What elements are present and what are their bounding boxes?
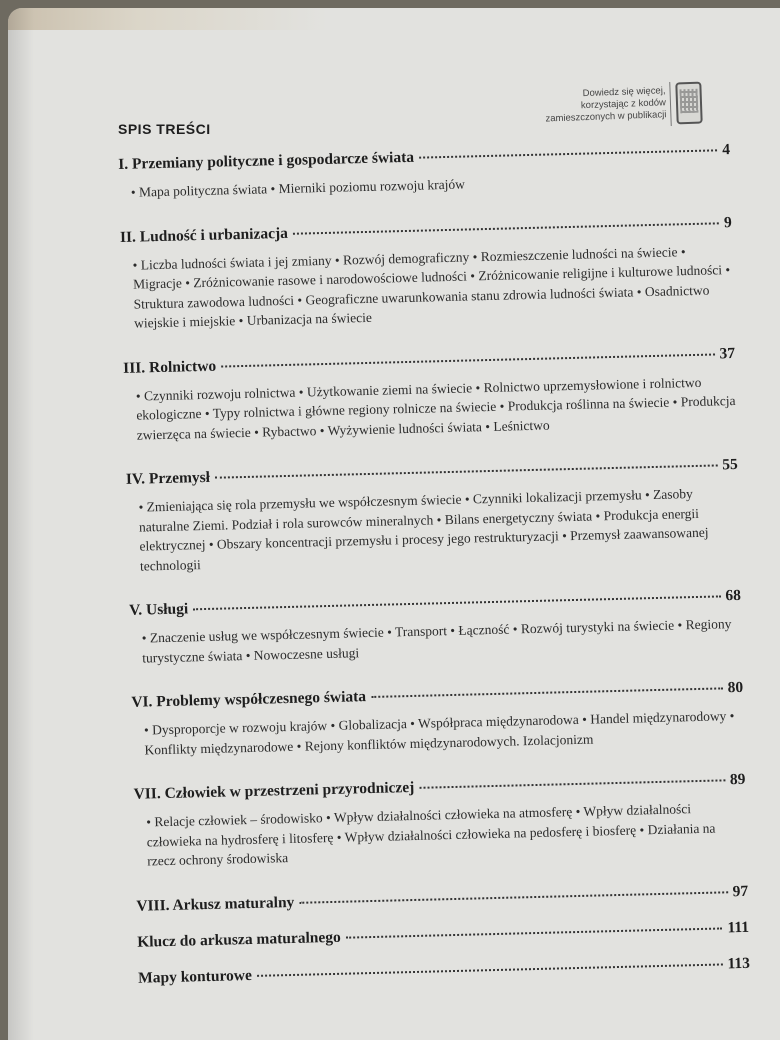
qr-note-line: korzystając z kodów bbox=[580, 97, 667, 112]
toc-page-number: 37 bbox=[719, 344, 736, 362]
dot-leader bbox=[371, 687, 723, 698]
toc-entry-title: VII. Człowiek w przestrzeni przyrodniczej bbox=[133, 778, 415, 803]
toc-entry-title: VIII. Arkusz maturalny bbox=[136, 893, 295, 915]
dot-leader bbox=[419, 779, 725, 788]
toc-entry-title: Klucz do arkusza maturalnego bbox=[136, 928, 342, 951]
toc-entry bbox=[136, 882, 748, 915]
toc-entry-topics: • Liczba ludności świata i jej zmiany • Rozwój demograficzny • Rozmieszczenie ludności na świecie • Migracje • Zróżnicowanie rasowe i narodowościowe ludności • Zróżnicowanie religijne i kulturowe ludności • Struktura zawodowa ludności • Geograficzne uwarunkowania stanu zdrowia ludności świata • Osadnictwo wiejskie i miejskie • Urbanizacja na świecie bbox=[132, 243, 731, 331]
toc-page-number: 89 bbox=[729, 770, 746, 789]
toc-entry-topics: • Zmieniająca się rola przemysłu we współczesnym świecie • Czynniki lokalizacji przemysłu • Zasoby naturalne Ziemi. Podział i rola surowców mineralnych • Bilans energetyczny świata • Produkcja energii elektrycznej • Obszary koncentracji przemysłu i procesy jego restrukturyzacji • Przemysł zaawansowanej technologii bbox=[138, 486, 709, 574]
toc-entry-title: IV. Przemysł bbox=[125, 468, 211, 488]
qr-note bbox=[507, 85, 666, 126]
toc-entry-title: III. Rolnictwo bbox=[122, 357, 217, 377]
toc-entry bbox=[129, 587, 742, 668]
toc-entry-topics: • Mapa polityczna świata • Mierniki poziomu rozwoju krajów bbox=[130, 176, 466, 200]
toc-page-number: 113 bbox=[727, 954, 751, 972]
qr-note-divider bbox=[669, 82, 672, 126]
toc-page-number: 9 bbox=[723, 213, 733, 231]
toc-page-number: 111 bbox=[727, 918, 750, 936]
dot-leader bbox=[215, 464, 717, 478]
toc-page-number: 68 bbox=[725, 586, 742, 605]
toc-page-number: 80 bbox=[727, 678, 744, 697]
toc-page-number: 4 bbox=[722, 141, 731, 159]
toc-entry bbox=[126, 456, 740, 576]
dot-leader bbox=[293, 222, 719, 234]
toc-entry-title: V. Usługi bbox=[128, 600, 189, 619]
toc-page-number: 55 bbox=[722, 455, 738, 474]
dot-leader bbox=[193, 595, 720, 610]
toc-entry bbox=[120, 214, 734, 334]
page-corner-decoration bbox=[8, 8, 328, 30]
toc-entry bbox=[133, 771, 747, 871]
qr-note-line: Dowiedz się więcej, bbox=[582, 85, 666, 100]
page-title: SPIS TREŚCI bbox=[118, 121, 211, 137]
toc-entry-title: VI. Problemy współczesnego świata bbox=[131, 688, 367, 711]
toc-entry-topics: • Dysproporcje w rozwoju krajów • Globalizacja • Współpraca międzynarodowa • Handel międzynarodowy • Konflikty międzynarodowe • Rejony konfliktów międzynarodowych. Izolacjonizm bbox=[143, 708, 735, 758]
toc-entry-topics: • Znaczenie usług we współczesnym świecie • Transport • Łączność • Rozwój turystyki na świecie • Regiony turystyczne świata • Nowoczesne usługi bbox=[141, 616, 732, 666]
binding-shadow bbox=[8, 8, 34, 1040]
toc-entry bbox=[138, 954, 750, 987]
toc-entry bbox=[123, 344, 737, 444]
dot-leader bbox=[346, 927, 723, 938]
toc-entry-topics: • Relacje człowiek – środowisko • Wpływ działalności człowieka na atmosferę • Wpływ działalności człowieka na hydrosferę i litosferę • Wpływ działalności człowieka na pedosferę i biosferę • Działania na rzecz ochrony środowiska bbox=[146, 801, 716, 869]
toc-page-number: 97 bbox=[732, 882, 749, 900]
toc-entry-title: I. Przemiany polityczne i gospodarcze świata bbox=[118, 148, 415, 173]
toc-entry bbox=[131, 679, 744, 760]
dot-leader bbox=[257, 963, 723, 976]
toc-entry bbox=[137, 918, 749, 951]
toc-entry-title: II. Ludność i urbanizacja bbox=[119, 224, 289, 246]
book-page bbox=[8, 8, 780, 1040]
toc-entry bbox=[118, 141, 731, 202]
qr-note-line: zamieszczonych w publikacji bbox=[545, 109, 667, 125]
dot-leader bbox=[221, 353, 714, 367]
dot-leader bbox=[419, 149, 717, 158]
table-of-contents bbox=[118, 141, 751, 1005]
phone-qr-icon bbox=[675, 82, 702, 125]
toc-entry-title: Mapy konturowe bbox=[137, 966, 253, 987]
toc-entry-topics: • Czynniki rozwoju rolnictwa • Użytkowanie ziemi na świecie • Rolnictwo uprzemysłowione i rolnictwo ekologiczne • Typy rolnictwa i główne regiony rolnicze na świecie • Produkcja roślinna na świecie • Produkcja zwierzęca na świecie • Rybactwo • Wyżywienie ludności świata • Leśnictwo bbox=[135, 374, 736, 443]
dot-leader bbox=[299, 891, 727, 903]
